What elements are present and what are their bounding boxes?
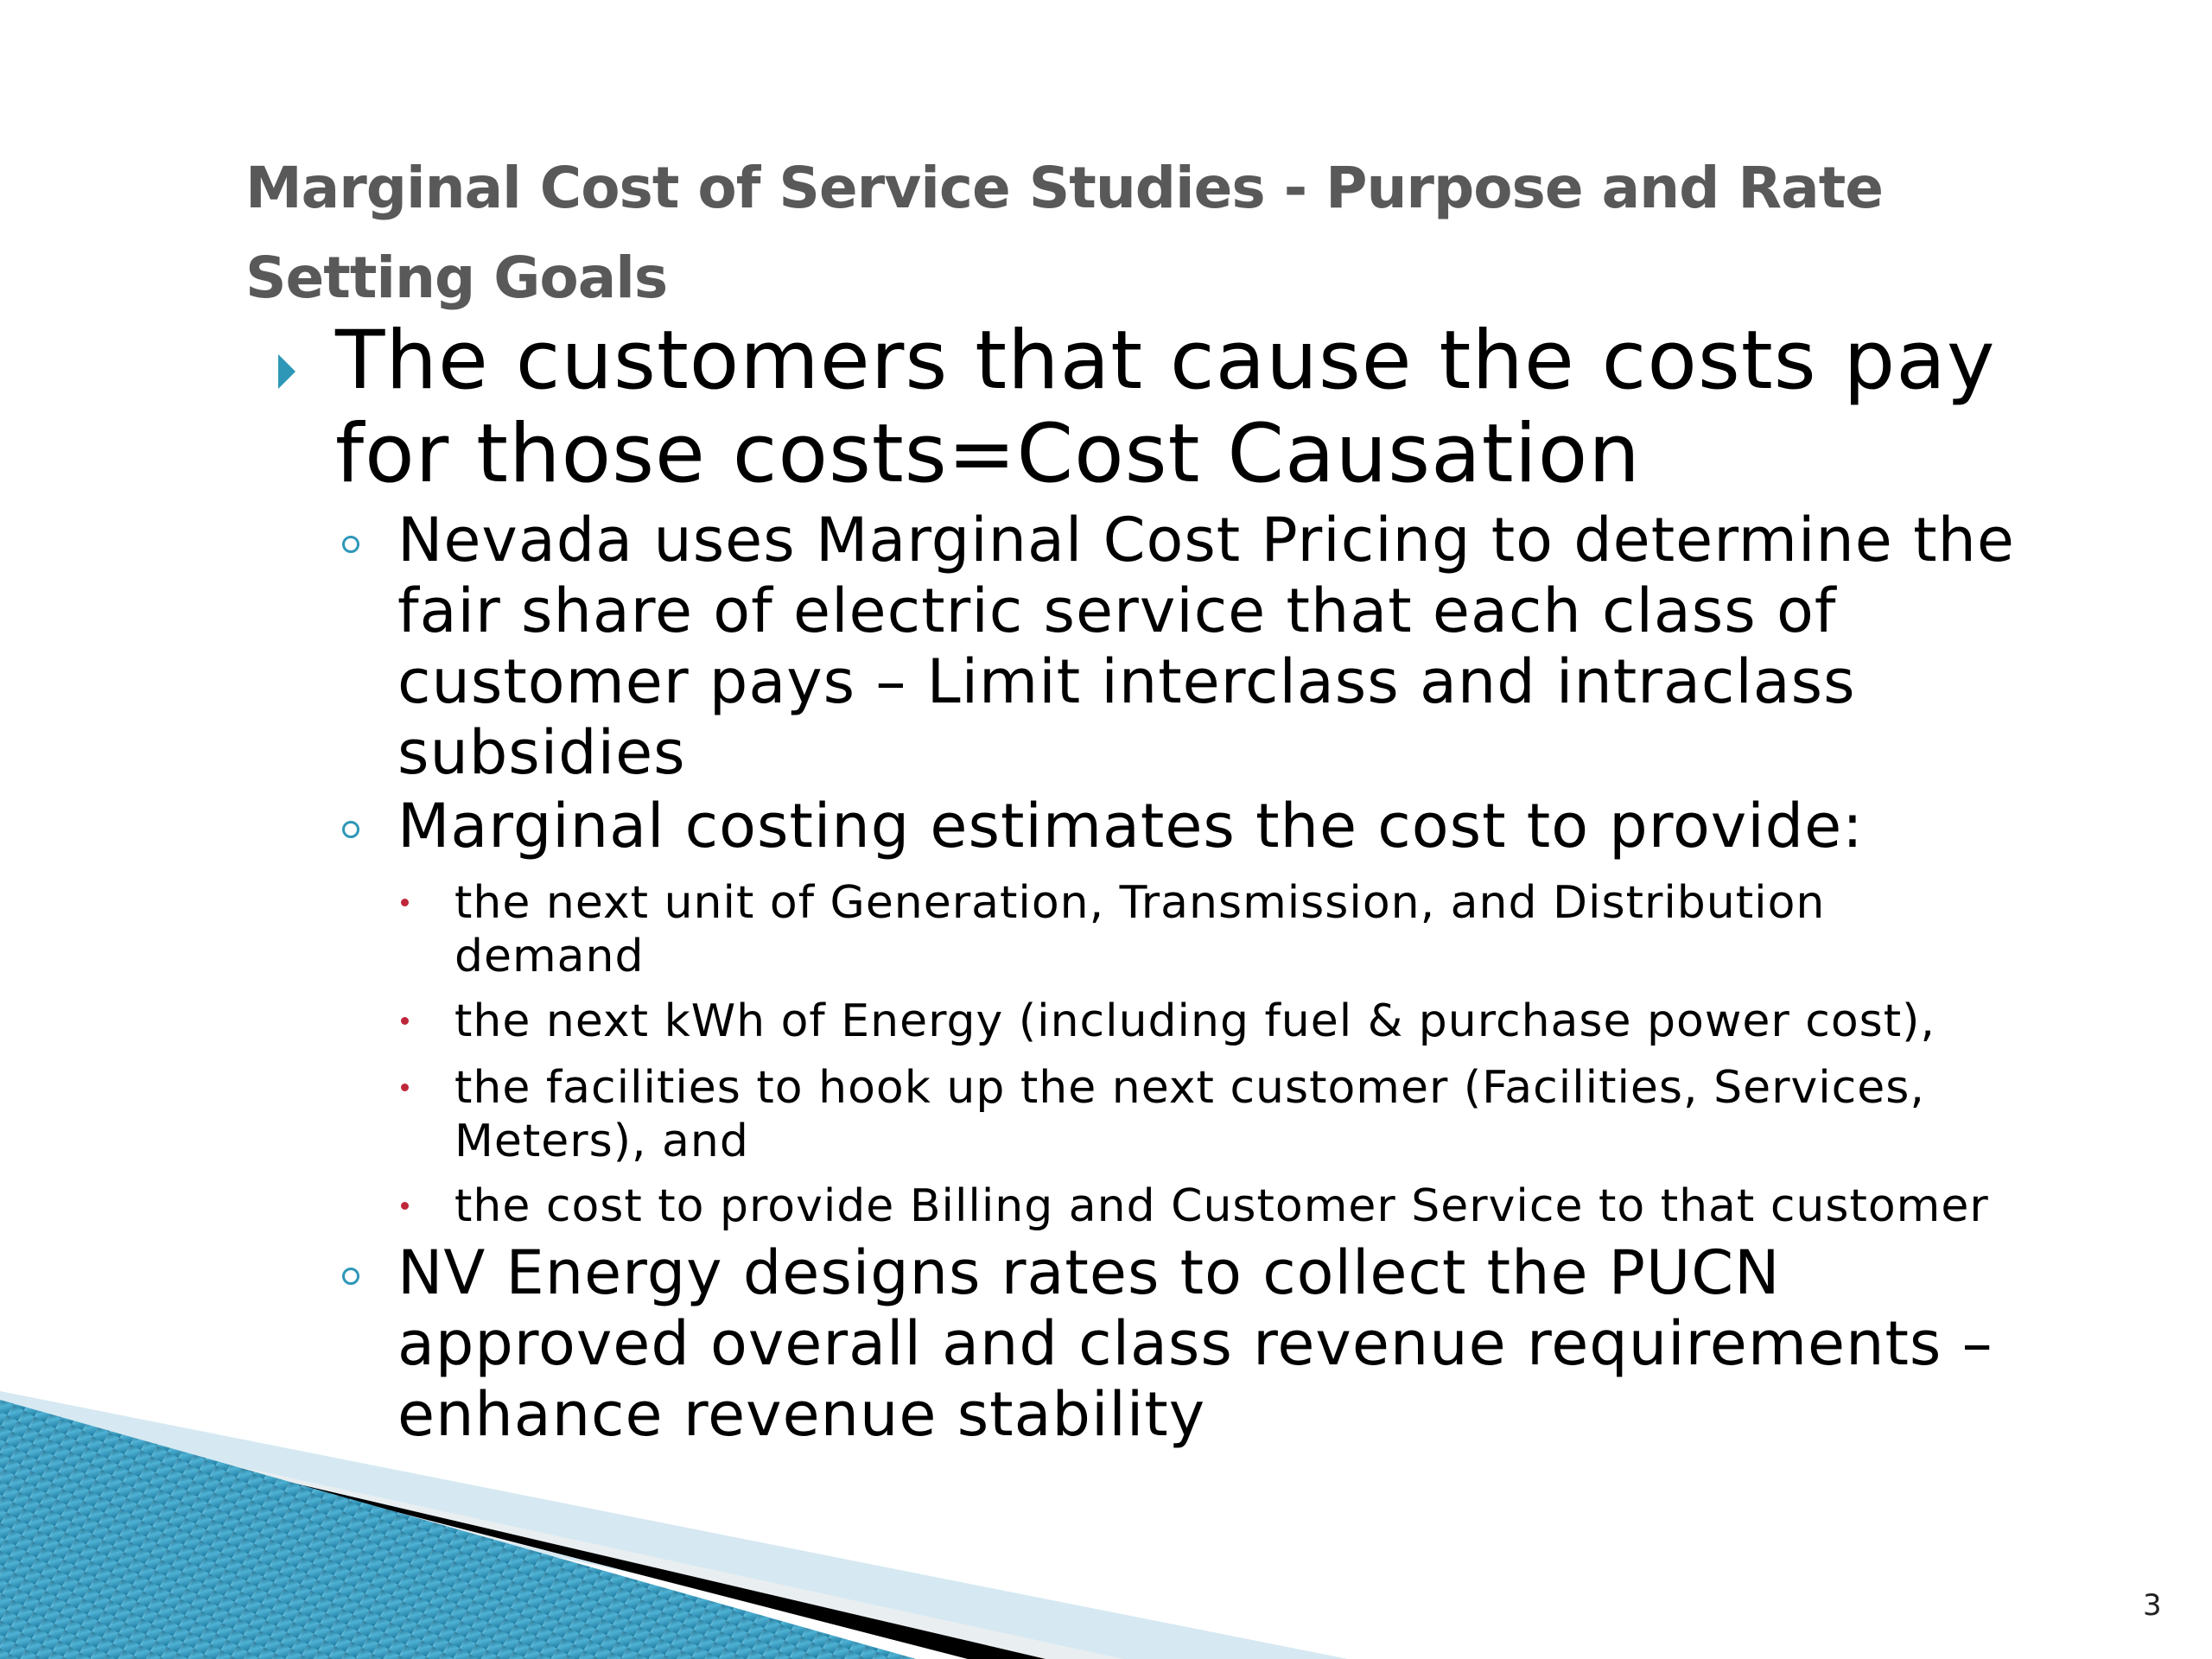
sub-bullet-line: enhance revenue stability [397,1379,1206,1450]
list-item-line: demand [454,931,645,982]
arrow-bullet-icon [278,354,296,389]
list-item-facilities [454,1061,2010,1168]
sub-bullet-line: approved overall and class revenue requirements – [397,1308,1993,1379]
page-number: 3 [2143,1588,2162,1623]
list-item-line: the cost to provide Billing and Customer Service to that customer [454,1180,1989,1232]
dot-bullet-icon [401,1017,409,1025]
sub-bullet-line: NV Energy designs rates to collect the PUCN [397,1237,1781,1308]
circle-bullet-icon [342,1268,359,1285]
sub-bullet-nevada [397,505,2108,788]
sub-bullet-line: Nevada uses Marginal Cost Pricing to determine the [397,505,2015,575]
list-item-line: the next kWh of Energy (including fuel & purchase power cost), [454,995,1936,1047]
main-bullet-line: for those costs=Cost Causation [335,407,1641,501]
list-item-billing [454,1179,2010,1233]
list-item-line: Meters), and [454,1116,749,1167]
sub-bullet-line: Marginal costing estimates the cost to provide: [397,791,1864,861]
sub-bullet-nv-energy [397,1237,2108,1450]
sub-bullet-line: fair share of electric service that each class of [397,575,1837,646]
dot-bullet-icon [401,1202,409,1210]
sub-bullet-marginal-costing [397,791,2108,861]
slide-title: Marginal Cost of Service Studies - Purpose and Rate Setting Goals [245,155,1884,311]
sub-bullet-line: customer pays – Limit interclass and intraclass [397,646,1856,717]
circle-bullet-icon [342,821,359,838]
sub-bullet-line: subsidies [397,717,686,788]
dot-bullet-icon [401,899,409,906]
list-item-line: the facilities to hook up the next customer (Facilities, Services, [454,1062,1925,1114]
main-bullet-text [335,315,2063,501]
list-item-line: the next unit of Generation, Transmission, and Distribution [454,877,1826,929]
main-bullet-line: The customers that cause the costs pay [335,314,1996,408]
circle-bullet-icon [342,536,359,553]
dot-bullet-icon [401,1084,409,1091]
list-item-generation [454,876,2010,983]
list-item-energy [454,995,2010,1048]
